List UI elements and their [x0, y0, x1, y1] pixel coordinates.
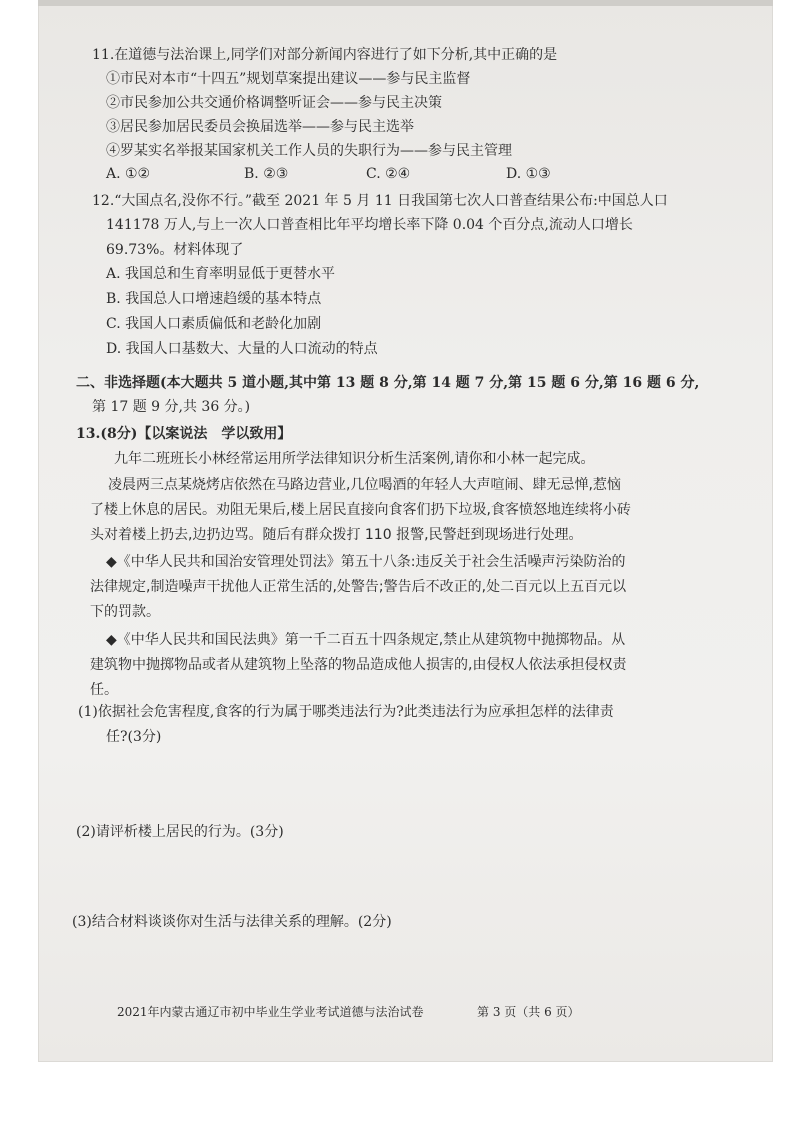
q13-heading: 13.(8分)【以案说法 学以致用】	[76, 426, 292, 442]
q13-law2-line-3: 任。	[90, 682, 118, 698]
q13-law2-line-1: ◆《中华人民共和国民法典》第一千二百五十四条规定,禁止从建筑物中抛掷物品。从	[106, 632, 626, 648]
q13-sub2: (2)请评析楼上居民的行为。(3分)	[76, 824, 284, 840]
q11-item-2: ②市民参加公共交通价格调整听证会——参与民主决策	[106, 95, 442, 111]
q11-choice-a: A. ①②	[106, 166, 151, 182]
q11-stem: 11.在道德与法治课上,同学们对部分新闻内容进行了如下分析,其中正确的是	[92, 47, 558, 63]
footer-page-number: 第 3 页（共 6 页）	[477, 1005, 580, 1019]
q13-intro: 九年二班班长小林经常运用所学法律知识分析生活案例,请你和小林一起完成。	[114, 451, 595, 467]
q12-option-c: C. 我国人口素质偏低和老龄化加剧	[106, 316, 322, 332]
footer-exam-title: 2021年内蒙古通辽市初中毕业生学业考试道德与法治试卷	[117, 1005, 424, 1019]
q13-sub1-line-1: (1)依据社会危害程度,食客的行为属于哪类违法行为?此类违法行为应承担怎样的法律责	[78, 704, 614, 720]
q11-choice-b: B. ②③	[244, 166, 289, 182]
q11-item-1: ①市民对本市“十四五”规划草案提出建议——参与民主监督	[106, 71, 471, 87]
q12-stem-line-1: 12.“大国点名,没你不行。”截至 2021 年 5 月 11 日我国第七次人口普查结果公布:中国总人口	[92, 193, 668, 209]
q13-law1-line-1: ◆《中华人民共和国治安管理处罚法》第五十八条:违反关于社会生活噪声污染防治的	[106, 554, 626, 570]
q12-stem-line-2: 141178 万人,与上一次人口普查相比年平均增长率下降 0.04 个百分点,流动人口增长	[106, 217, 633, 233]
q11-item-3: ③居民参加居民委员会换届选举——参与民主选举	[106, 119, 414, 135]
section2-heading-line-1: 二、非选择题(本大题共 5 道小题,其中第 13 题 8 分,第 14 题 7 分,第 15 题 6 分,第 16 题 6 分,	[76, 375, 700, 391]
q13-law1-line-2: 法律规定,制造噪声干扰他人正常生活的,处警告;警告后不改正的,处二百元以上五百元以	[90, 579, 627, 595]
q12-option-b: B. 我国总人口增速趋缓的基本特点	[106, 291, 322, 307]
q13-sub3: (3)结合材料谈谈你对生活与法律关系的理解。(2分)	[72, 914, 392, 930]
q12-option-a: A. 我国总和生育率明显低于更替水平	[106, 266, 336, 282]
section2-heading-line-2: 第 17 题 9 分,共 36 分。)	[92, 399, 251, 415]
q13-case-line-1: 凌晨两三点某烧烤店依然在马路边营业,几位喝酒的年轻人大声喧闹、肆无忌惮,惹恼	[108, 477, 621, 493]
q12-option-d: D. 我国人口基数大、大量的人口流动的特点	[106, 341, 378, 357]
q11-choice-d: D. ①③	[506, 166, 551, 182]
q13-sub1-line-2: 任?(3分)	[106, 729, 162, 745]
q13-case-line-2: 了楼上休息的居民。劝阻无果后,楼上居民直接向食客们扔下垃圾,食客愤怒地连续将小砖	[90, 502, 631, 518]
q11-choice-c: C. ②④	[366, 166, 411, 182]
q11-item-4: ④罗某实名举报某国家机关工作人员的失职行为——参与民主管理	[106, 143, 512, 159]
q13-law1-line-3: 下的罚款。	[90, 604, 160, 620]
q13-law2-line-2: 建筑物中抛掷物品或者从建筑物上坠落的物品造成他人损害的,由侵权人依法承担侵权责	[90, 657, 627, 673]
page-footer	[117, 1003, 580, 1020]
q11-choices	[106, 166, 626, 184]
q12-stem-line-3: 69.73%。材料体现了	[106, 242, 244, 258]
q13-case-line-3: 头对着楼上扔去,边扔边骂。随后有群众拨打 110 报警,民警赶到现场进行处理。	[90, 527, 583, 543]
